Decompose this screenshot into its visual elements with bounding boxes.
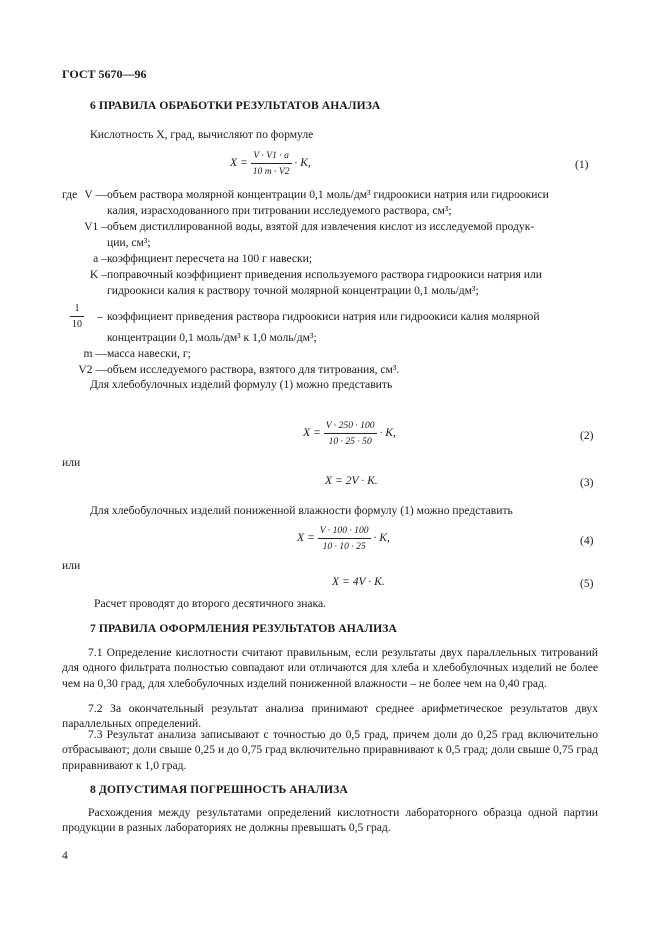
- formula-1-denominator: 10 m · V2: [252, 166, 290, 177]
- or-label-2: или: [62, 559, 81, 572]
- section-7-title: 7 ПРАВИЛА ОФОРМЛЕНИЯ РЕЗУЛЬТАТОВ АНАЛИЗА: [90, 622, 397, 635]
- equation-number-5: (5): [580, 577, 594, 590]
- def-symbol-v: V —: [84, 188, 107, 201]
- def-text-a: коэффициент пересчета на 100 г навески;: [107, 252, 313, 265]
- formula-1: [230, 149, 311, 178]
- def-text-one-tenth-cont: концентрации 0,1 моль/дм³ к 1,0 моль/дм³;: [107, 331, 317, 344]
- formula-4-lhs: X =: [297, 531, 315, 545]
- def-text-v1-cont: ции, см³;: [107, 236, 151, 249]
- formula-1-numerator: V · V1 · a: [251, 149, 292, 164]
- or-label-1: или: [62, 456, 81, 469]
- formula-3: X = 2V · K.: [325, 474, 378, 487]
- equation-number-2: (2): [580, 429, 594, 442]
- document-code: ГОСТ 5670—96: [62, 67, 147, 81]
- paragraph-7-1: 7.1 Определение кислотности считают правильным, если результаты двух параллельных титрований для одного фильтрата полностью совпадают или отличаются для хлеба и хлебобулочных изделий не более чем на 0,30 град, для хлебобулочных изделий пониженной влажности – не более чем на 0,40 град.: [62, 646, 598, 690]
- def-text-v2: объем исследуемого раствора, взятого для титрования, см³.: [107, 363, 400, 376]
- def-text-m: масса навески, г;: [107, 347, 191, 360]
- formula-2-rhs: · K,: [379, 426, 396, 440]
- formula-1-fraction: [251, 149, 292, 178]
- formula-5: X = 4V · K.: [332, 575, 385, 588]
- formula-1-rhs: · K,: [294, 156, 311, 170]
- def-text-v: объем раствора молярной концентрации 0,1 моль/дм³ гидроокиси натрия или гидроокиси: [107, 188, 549, 201]
- formula-4-numerator: V · 100 · 100: [318, 524, 371, 539]
- formula-2-denominator: 10 · 25 · 50: [328, 436, 372, 447]
- formula-2-numerator: V · 250 · 100: [324, 419, 377, 434]
- equation-number-3: (3): [580, 476, 594, 489]
- def-text-one-tenth: коэффициент приведения раствора гидроокиси натрия или гидроокиси калия молярной: [107, 310, 540, 323]
- formula-2-lhs: X =: [303, 426, 321, 440]
- where-label: где: [62, 188, 78, 201]
- def-symbol-one-tenth: [70, 302, 84, 331]
- def-symbol-a: a –: [93, 252, 107, 265]
- def-symbol-v2: V2 —: [78, 363, 107, 376]
- paragraph-7-3: 7.3 Результат анализа записывают с точностью до 0,5 град, причем доли до 0,25 град включительно отбрасывают; доли свыше 0,25 и до 0,75 град включительно приравнивают к 0,5 град; доли свыше 0,75 град приравнивают к 1,0 град.: [62, 728, 598, 772]
- one-tenth-denominator: 10: [72, 319, 82, 330]
- formula-4-rhs: · K,: [373, 531, 390, 545]
- formula-2: [303, 419, 396, 448]
- def-symbol-k: K –: [89, 268, 107, 281]
- def-dash-one-tenth: –: [97, 310, 103, 323]
- section-6-intro: Кислотность X, град, вычисляют по формуле: [90, 128, 314, 141]
- def-symbol-v1: V1 –: [84, 220, 107, 233]
- paragraph-8: Расхождения между результатами определений кислотности лабораторного образца одной партии продукции в разных лабораториях не должны превышать 0,5 град.: [62, 806, 598, 835]
- def-text-k: поправочный коэффициент приведения используемого раствора гидроокиси натрия или: [107, 268, 542, 281]
- one-tenth-numerator: 1: [70, 302, 84, 317]
- formula-2-fraction: [324, 419, 377, 448]
- rounding-note: Расчет проводят до второго десятичного знака.: [94, 597, 327, 610]
- equation-number-1: (1): [575, 158, 589, 171]
- formula-1-lhs: X =: [230, 156, 248, 170]
- formula-4-fraction: [318, 524, 371, 553]
- low-humidity-intro: Для хлебобулочных изделий пониженной влажности формулу (1) можно представить: [90, 504, 513, 517]
- paragraph-7-2: 7.2 За окончательный результат анализа принимают среднее арифметическое результатов двух параллельных определений.: [62, 702, 598, 731]
- def-text-k-cont: гидроокиси калия к раствору точной молярной концентрации 0,1 моль/дм³;: [107, 284, 479, 297]
- def-symbol-m: m —: [83, 347, 107, 360]
- section-6-title: 6 ПРАВИЛА ОБРАБОТКИ РЕЗУЛЬТАТОВ АНАЛИЗА: [90, 99, 381, 112]
- equation-number-4: (4): [580, 534, 594, 547]
- formula-4: [297, 524, 390, 553]
- def-text-v1: объем дистиллированной воды, взятой для извлечения кислот из исследуемой продук-: [107, 220, 535, 233]
- formula-4-denominator: 10 · 10 · 25: [322, 541, 366, 552]
- bread-intro: Для хлебобулочных изделий формулу (1) можно представить: [90, 378, 393, 391]
- def-text-v-cont: калия, израсходованного при титровании исследуемого раствора, см³;: [107, 204, 452, 217]
- page-number: 4: [62, 849, 68, 862]
- section-8-title: 8 ДОПУСТИМАЯ ПОГРЕШНОСТЬ АНАЛИЗА: [90, 783, 348, 796]
